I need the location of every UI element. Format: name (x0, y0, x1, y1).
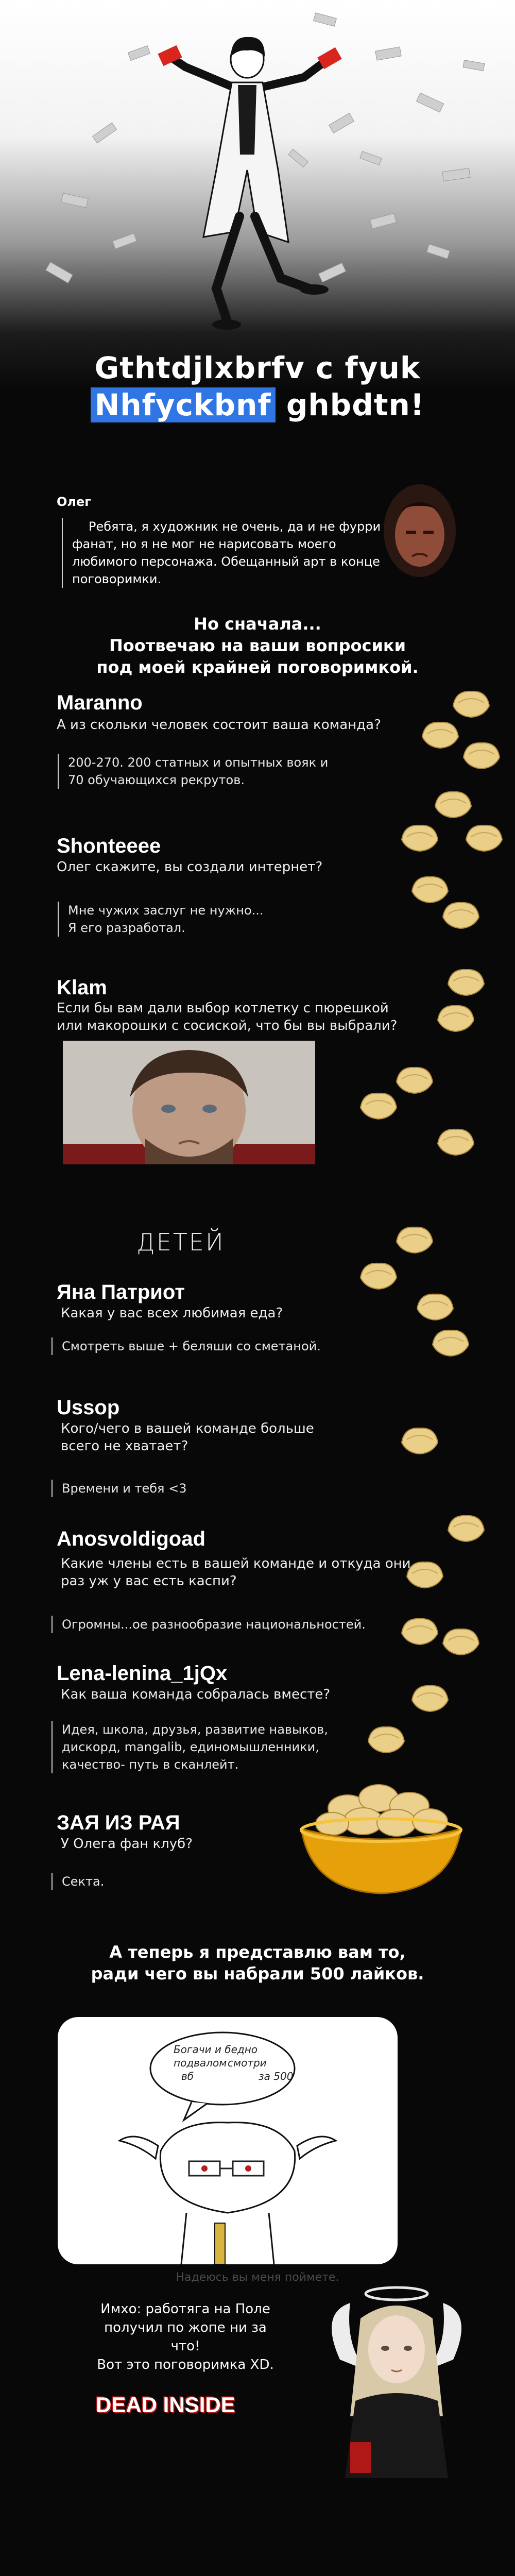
bubble-text-line: смотри (228, 2057, 267, 2069)
qa-answer-line: 200-270. 200 статных и опытных вояк и (68, 755, 329, 770)
notice-line-1: Но сначала... (194, 614, 321, 634)
qa-question: Какая у вас всех любимая еда? (61, 1306, 283, 1321)
qa-name: Shonteeee (57, 835, 161, 857)
subtitle-highlight: Nhfyckbnf (91, 387, 276, 422)
page-title: Gthtdjlxbrfv c fyuk (94, 350, 421, 385)
qa-answer: Огромны...ое разнообразие национальностей. (52, 1616, 366, 1633)
qa-question: А из скольки человек состоит ваша команда? (57, 717, 381, 733)
qa-question-line: Кого/чего в вашей команде больше (61, 1421, 314, 1436)
notice-line-3: под моей крайней поговоримкой. (96, 657, 419, 677)
notice-line-2: Поотвечаю на ваши вопросики (109, 636, 406, 655)
outro-line: получил по жопе ни за что! (104, 2320, 267, 2354)
qa-name: Lena-lenina_1jQx (57, 1662, 228, 1685)
qa-question: Как ваша команда собралась вместе? (61, 1687, 331, 1702)
qa-question-line: Если бы вам дали выбор котлетку с пюрешкой (57, 1001, 389, 1016)
outro-text (93, 2300, 278, 2374)
qa-question-line: Какие члены есть в вашей команде и откуда они (61, 1556, 411, 1571)
qa-answer-line: качество- путь в сканлейт. (62, 1757, 239, 1772)
qa-name: Ussop (57, 1396, 120, 1419)
qa-answer-line: дискорд, mangalib, единомышленники, (62, 1740, 319, 1754)
bubble-text-line: вб (181, 2070, 194, 2082)
fan-art-drawing (58, 2017, 398, 2264)
subtitle-rest: ghbdtn! (286, 387, 425, 422)
qa-question-line: или макорошки с сосиской, что бы вы выбрали? (57, 1018, 398, 1033)
qa-question: У Олега фан клуб? (61, 1836, 193, 1852)
intro-author: Олег (57, 495, 91, 509)
qa-question-line: раз уж у вас есть каспи? (61, 1573, 237, 1589)
qa-answer: Секта. (52, 1873, 104, 1890)
art-caption: Надеюсь вы меня поймете. (176, 2271, 339, 2284)
dead-inside-badge: DEAD INSIDE (96, 2393, 235, 2417)
qa-question-line: всего не хватает? (61, 1438, 188, 1454)
fan-art-card (58, 2017, 398, 2264)
intro-text: Ребята, я художник не очень, да и не фурри фанат, но я не мог не нарисовать моего любимого персонажа. Обещанный арт в конце поговоримки. (62, 518, 391, 588)
qa-answer: Времени и тебя <3 (52, 1480, 186, 1497)
qa-name: Klam (57, 976, 107, 999)
qa-name: Maranno (57, 691, 143, 714)
qa-answer-line: 70 обучающихся рекрутов. (68, 773, 245, 787)
qa-answer-line: Я его разработал. (68, 921, 185, 935)
present-line-2: ради чего вы набрали 500 лайков. (91, 1964, 424, 1984)
qa-name: Anosvoldigoad (57, 1528, 205, 1550)
qa-question: Олег скажите, вы создали интернет? (57, 859, 323, 875)
bubble-text-line: Богачи и бедно (174, 2043, 258, 2056)
outro-line: Вот это поговоримка XD. (97, 2357, 274, 2372)
qa-answer-line: Идея, школа, друзья, развитие навыков, (62, 1722, 328, 1737)
present-line-1: А теперь я представлю вам то, (109, 1942, 406, 1962)
outro-line: Имхо: работяга на Поле (100, 2301, 270, 2317)
angel-character-image (319, 2282, 474, 2478)
qa-name: ЗАЯ ИЗ РАЯ (57, 1811, 180, 1834)
dumpling-bowl-image (296, 1757, 466, 1901)
qa-name: Яна Патриот (57, 1281, 185, 1303)
bubble-text-line: подвалом (174, 2057, 227, 2069)
qa-answer-line: Мне чужих заслуг не нужно... (68, 903, 264, 918)
qa-answer-caption: ДЕТЕЙ (136, 1228, 225, 1256)
qa-answer: Смотреть выше + беляши со сметаной. (52, 1337, 321, 1355)
bubble-text-line: за 500 (259, 2070, 294, 2082)
